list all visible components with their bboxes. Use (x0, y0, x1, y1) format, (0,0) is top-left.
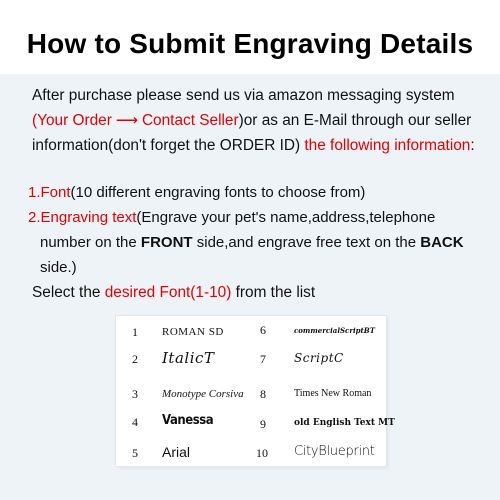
intro-paragraph (32, 83, 492, 158)
font-number: 9 (260, 417, 266, 431)
instruction-list (28, 180, 498, 280)
intro-line-3-colon: : (470, 137, 475, 154)
font-sample-arial: Arial (162, 444, 191, 460)
select-prefix: Select the (32, 284, 105, 301)
page-title: How to Submit Engraving Details (26, 28, 474, 59)
font-number: 5 (132, 446, 138, 460)
font-number: 6 (260, 323, 266, 337)
font-sample-monotype-corsiva: Monotype Corsiva (162, 388, 244, 400)
font-number: 1 (132, 325, 138, 339)
following-info-text: the following information (304, 137, 471, 154)
item2-cont-b: side,and engrave free text on the (192, 234, 421, 251)
list-item-engraving (28, 205, 498, 230)
front-text: FRONT (140, 234, 193, 251)
open-paren: ( (32, 112, 38, 129)
list-item-engraving-cont (28, 230, 498, 280)
font-sample-times-new-roman: Times New Roman (294, 388, 372, 399)
select-suffix: from the list (231, 284, 316, 301)
list-item-font (28, 180, 498, 205)
item2-cont-a: number on the (40, 234, 141, 251)
font-sample-old-english: old English Text MT (294, 418, 395, 428)
font-number: 8 (260, 387, 266, 401)
font-number: 3 (132, 387, 138, 401)
font-sample-commercial-script: commercialScriptBT (294, 326, 375, 335)
font-number: 2 (132, 352, 138, 366)
intro-line-2 (32, 108, 492, 133)
intro-line-3 (32, 133, 492, 158)
font-number: 7 (260, 352, 266, 366)
font-sample-table (116, 316, 395, 466)
font-sample-roman-sd: ROMAN SD (162, 326, 224, 338)
font-sample-city-blueprint: CityBlueprint (294, 444, 375, 459)
intro-line-3-text: information(don't forget the ORDER ID) (32, 137, 305, 154)
select-highlight: desired Font(1-10) (104, 284, 232, 301)
item1-text: (10 different engraving fonts to choose from) (70, 184, 366, 201)
font-sample-italict: ItalicT (162, 349, 215, 367)
item2-cont-c: side.) (40, 259, 77, 276)
contact-seller-text: Contact Seller (141, 112, 239, 129)
your-order-text: Your Order (37, 112, 112, 129)
item2-text: (Engrave your pet's name,address,telephone (136, 209, 436, 226)
item1-number: 1. (28, 184, 41, 201)
intro-line-1: After purchase please send us via amazon messaging system (32, 87, 455, 104)
item2-label: Engraving text (40, 209, 137, 226)
item2-number: 2. (28, 209, 41, 226)
item1-label: Font (40, 184, 71, 201)
arrow-icon: ⟶ (115, 112, 138, 129)
select-instruction (32, 284, 315, 302)
font-sample-scriptc: ScriptC (294, 351, 344, 365)
font-number: 4 (132, 415, 138, 429)
intro-line-2-rest: )or as an E-Mail through our seller (238, 112, 472, 129)
font-sample-vanessa: Vanessa (162, 413, 214, 428)
font-number: 10 (256, 446, 268, 460)
back-text: BACK (420, 234, 464, 251)
